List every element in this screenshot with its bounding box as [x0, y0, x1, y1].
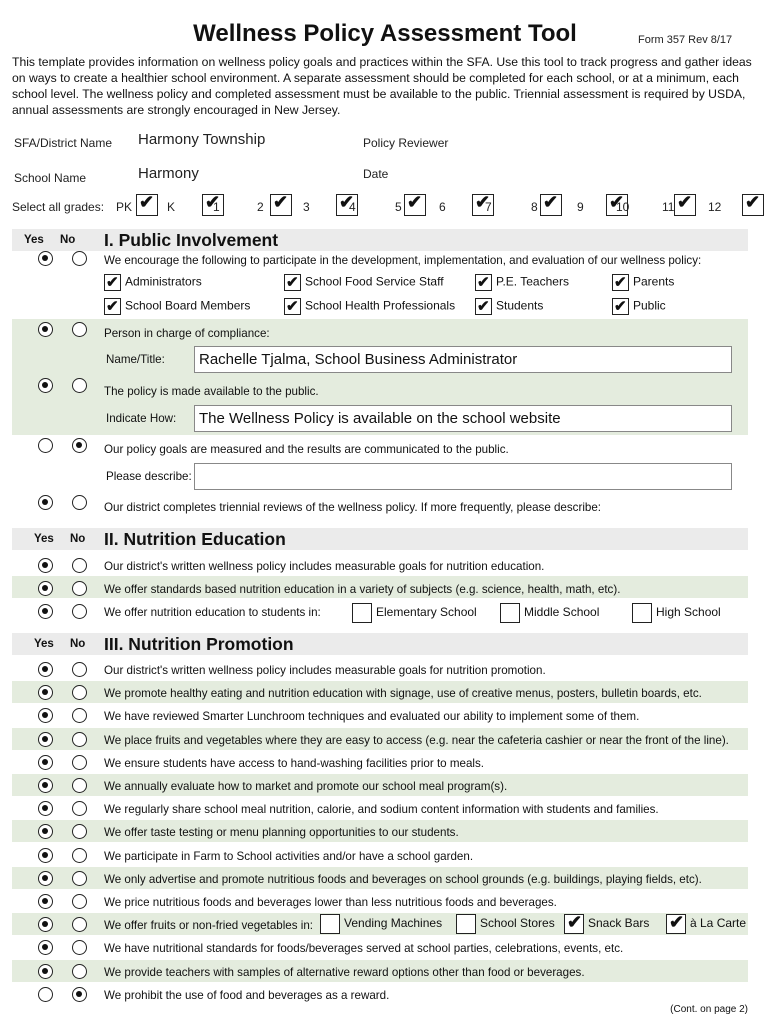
level-checkbox[interactable]	[352, 603, 372, 623]
grade-label: 1	[213, 200, 220, 214]
reviewer-label: Policy Reviewer	[363, 136, 449, 150]
date-field[interactable]	[470, 163, 730, 181]
s3-question-text: We regularly share school meal nutrition, calorie, and sodium content information with students and families.	[104, 803, 659, 816]
participant-label: Students	[496, 298, 544, 313]
participant-label: Public	[633, 298, 666, 313]
s1-q4-no-radio[interactable]	[72, 438, 87, 453]
grade-label: 6	[439, 200, 446, 214]
s3-question-text: We price nutritious foods and beverages lower than less nutritious foods and beverages.	[104, 896, 557, 909]
s3-no-radio[interactable]	[72, 755, 87, 770]
no-column-label: No	[60, 234, 76, 246]
s1-q5-text: Our district completes triennial reviews of the wellness policy. If more frequently, please describe:	[104, 501, 602, 514]
level-checkbox[interactable]	[500, 603, 520, 623]
grade-checkbox[interactable]	[540, 194, 562, 216]
venue-snack-bars[interactable]	[564, 914, 649, 934]
venue-checkbox[interactable]	[320, 914, 340, 934]
no-column-label: No	[70, 533, 86, 545]
s1-q1-text: We encourage the following to participate in the development, implementation, and evaluation of our wellness policy:	[104, 254, 702, 267]
level-checkbox[interactable]	[632, 603, 652, 623]
level-label: Middle School	[524, 605, 600, 620]
indicate-how-field[interactable]: The Wellness Policy is available on the school website	[194, 405, 732, 432]
grade-label: 11	[662, 200, 675, 214]
s3-question-text: We only advertise and promote nutritious foods and beverages on school grounds (e.g. buildings, playing fields, etc).	[104, 873, 702, 886]
s3-yes-radio[interactable]	[38, 801, 53, 816]
venue-label: Vending Machines	[344, 916, 443, 931]
s3-no-radio[interactable]	[72, 824, 87, 839]
participant-checkbox[interactable]	[284, 298, 301, 315]
s1-q5-no-radio[interactable]	[72, 495, 87, 510]
reviewer-field[interactable]	[470, 131, 730, 149]
section2-title: II. Nutrition Education	[104, 529, 286, 549]
s3-yes-radio[interactable]	[38, 894, 53, 909]
page-title: Wellness Policy Assessment Tool	[193, 20, 577, 47]
participant-public[interactable]	[612, 298, 666, 315]
grade-label: K	[167, 200, 176, 214]
s3-yes-radio[interactable]	[38, 824, 53, 839]
grade-label: 2	[257, 200, 264, 214]
s3-question-text: We annually evaluate how to market and promote our school meal program(s).	[104, 780, 508, 793]
participant-pe-teachers[interactable]	[475, 274, 569, 291]
participant-label: P.E. Teachers	[496, 274, 569, 289]
section3-title: III. Nutrition Promotion	[104, 634, 294, 654]
grade-label: 9	[577, 200, 584, 214]
grade-label: 8	[531, 200, 538, 214]
name-title-field[interactable]: Rachelle Tjalma, School Business Administrator	[194, 346, 732, 373]
grade-checkbox[interactable]	[404, 194, 426, 216]
level-middle[interactable]	[500, 603, 599, 623]
yes-column-label: Yes	[24, 234, 44, 246]
level-elementary[interactable]	[352, 603, 477, 623]
date-label: Date	[363, 167, 389, 181]
participant-checkbox[interactable]	[475, 298, 492, 315]
s3-question-text: We have reviewed Smarter Lunchroom techniques and evaluated our ability to implement some of them.	[104, 710, 640, 723]
participant-checkbox[interactable]	[104, 298, 121, 315]
s3-no-radio[interactable]	[72, 917, 87, 932]
venue-label: School Stores	[480, 916, 555, 931]
s2-no-radio[interactable]	[72, 558, 87, 573]
venue-checkbox[interactable]	[666, 914, 686, 934]
level-label: High School	[656, 605, 721, 620]
s3-question-text: We offer taste testing or menu planning opportunities to our students.	[104, 826, 459, 839]
participant-health-professionals[interactable]	[284, 298, 455, 315]
s3-no-radio[interactable]	[72, 871, 87, 886]
s3-yes-radio[interactable]	[38, 755, 53, 770]
participant-parents[interactable]	[612, 274, 674, 291]
grade-label: 7	[485, 200, 492, 214]
s3-yes-radio[interactable]	[38, 732, 53, 747]
indicate-how-label: Indicate How:	[106, 412, 177, 425]
s3-question-text: We place fruits and vegetables where they are easy to access (e.g. near the cafeteria cashier or near the front of the line).	[104, 734, 729, 747]
s2-yes-radio[interactable]	[38, 604, 53, 619]
s1-q3-no-radio[interactable]	[72, 378, 87, 393]
s2-question-text: We offer standards based nutrition education in a variety of subjects (e.g. science, health, math, etc).	[104, 583, 621, 596]
s1-q4-yes-radio[interactable]	[38, 438, 53, 453]
s3-yes-radio[interactable]	[38, 917, 53, 932]
sfa-label: SFA/District Name	[14, 136, 113, 150]
s3-no-radio[interactable]	[72, 708, 87, 723]
continued-note: (Cont. on page 2)	[670, 1004, 748, 1015]
s2-yes-radio[interactable]	[38, 581, 53, 596]
participant-students[interactable]	[475, 298, 543, 315]
grade-checkbox[interactable]	[674, 194, 696, 216]
yes-column-label: Yes	[34, 533, 54, 545]
grade-checkbox[interactable]	[742, 194, 764, 216]
s1-q3-yes-radio[interactable]	[38, 378, 53, 393]
participant-checkbox[interactable]	[475, 274, 492, 291]
s3-no-radio[interactable]	[72, 732, 87, 747]
intro-text: This template provides information on wellness policy goals and practices within the SFA. Use this tool to track progress and gather ideas on ways to create a healthier school environment. A separate assessment should be completed for each school, or at a minimum, each school level. The wellness policy and completed assessment must be available to the public. Triennial assessment is required by USDA, annual assessments are strongly encouraged in New Jersey.	[12, 55, 752, 117]
form-number: Form 357 Rev 8/17	[638, 34, 733, 46]
sfa-name-field[interactable]: Harmony Township	[138, 131, 266, 148]
name-title-label: Name/Title:	[106, 353, 165, 366]
s2-question-text: We offer nutrition education to students in:	[104, 606, 321, 619]
participant-checkbox[interactable]	[284, 274, 301, 291]
s3-no-radio[interactable]	[72, 685, 87, 700]
s3-question-text: Our district's written wellness policy includes measurable goals for nutrition promotion.	[104, 664, 546, 677]
s3-no-radio[interactable]	[72, 848, 87, 863]
grades-row	[0, 194, 770, 220]
participant-label: School Board Members	[125, 298, 251, 313]
participant-administrators[interactable]	[104, 274, 202, 291]
participant-checkbox[interactable]	[612, 274, 629, 291]
participant-label: School Food Service Staff	[305, 274, 444, 289]
s3-yes-radio[interactable]	[38, 778, 53, 793]
s3-no-radio[interactable]	[72, 964, 87, 979]
section3-header	[12, 633, 748, 655]
s3-yes-radio[interactable]	[38, 848, 53, 863]
school-name-field[interactable]: Harmony	[138, 165, 199, 182]
s1-q4-text: Our policy goals are measured and the results are communicated to the public.	[104, 443, 509, 456]
section1-title: I. Public Involvement	[104, 230, 279, 250]
s1-q1-no-radio[interactable]	[72, 251, 87, 266]
venue-label: Snack Bars	[588, 916, 650, 931]
section1-header	[12, 229, 748, 251]
s1-q2-no-radio[interactable]	[72, 322, 87, 337]
s3-question-text: We prohibit the use of food and beverages as a reward.	[104, 989, 390, 1002]
grade-label: 12	[708, 200, 722, 214]
grade-label: 3	[303, 200, 310, 214]
participant-checkbox[interactable]	[612, 298, 629, 315]
s3-question-text: We have nutritional standards for foods/beverages served at school parties, celebrations, events, etc.	[104, 942, 624, 955]
grade-label: PK	[116, 200, 133, 214]
participant-checkbox[interactable]	[104, 274, 121, 291]
venue-checkbox[interactable]	[456, 914, 476, 934]
participant-label: Parents	[633, 274, 675, 289]
s2-yes-radio[interactable]	[38, 558, 53, 573]
s3-no-radio[interactable]	[72, 778, 87, 793]
describe-label: Please describe:	[106, 470, 192, 483]
grade-label: 10	[616, 200, 630, 214]
s3-no-radio[interactable]	[72, 894, 87, 909]
s3-no-radio[interactable]	[72, 940, 87, 955]
participant-label: School Health Professionals	[305, 298, 456, 313]
s1-q1-yes-radio[interactable]	[38, 251, 53, 266]
s3-yes-radio[interactable]	[38, 662, 53, 677]
participant-food-service-staff[interactable]	[284, 274, 444, 291]
describe-field[interactable]	[194, 463, 732, 490]
participant-school-board[interactable]	[104, 298, 250, 315]
s3-no-radio[interactable]	[72, 801, 87, 816]
s3-question-text: We provide teachers with samples of alternative reward options other than food or beverages.	[104, 966, 585, 979]
participant-label: Administrators	[125, 274, 202, 289]
s3-yes-radio[interactable]	[38, 685, 53, 700]
section2-header	[12, 528, 748, 550]
grade-label: 4	[349, 200, 356, 214]
s3-yes-radio[interactable]	[38, 871, 53, 886]
s1-q5-yes-radio[interactable]	[38, 495, 53, 510]
school-label: School Name	[14, 171, 87, 185]
s3-yes-radio[interactable]	[38, 987, 53, 1002]
s2-no-radio[interactable]	[72, 581, 87, 596]
grade-label: 5	[395, 200, 402, 214]
yes-column-label: Yes	[34, 638, 54, 650]
s3-question-text: We offer fruits or non-fried vegetables in:	[104, 919, 314, 932]
grade-checkbox[interactable]	[136, 194, 158, 216]
s1-q2-yes-radio[interactable]	[38, 322, 53, 337]
s3-question-text: We participate in Farm to School activities and/or have a school garden.	[104, 850, 474, 863]
level-label: Elementary School	[376, 605, 477, 620]
s2-no-radio[interactable]	[72, 604, 87, 619]
s3-no-radio[interactable]	[72, 662, 87, 677]
s2-question-text: Our district's written wellness policy includes measurable goals for nutrition education.	[104, 560, 545, 573]
venue-a-la-carte[interactable]	[666, 914, 746, 934]
s3-question-text: We promote healthy eating and nutrition education with signage, use of creative menus, posters, bulletin boards, etc.	[104, 687, 702, 700]
s1-q3-text: The policy is made available to the public.	[104, 385, 319, 398]
level-high[interactable]	[632, 603, 721, 623]
s3-no-radio[interactable]	[72, 987, 87, 1002]
grades-label: Select all grades:	[12, 200, 105, 214]
venue-school-stores[interactable]	[456, 914, 555, 934]
s3-yes-radio[interactable]	[38, 708, 53, 723]
grade-checkbox[interactable]	[270, 194, 292, 216]
s1-q2-text: Person in charge of compliance:	[104, 327, 270, 340]
s3-yes-radio[interactable]	[38, 964, 53, 979]
s3-yes-radio[interactable]	[38, 940, 53, 955]
venue-label: à La Carte	[690, 916, 747, 931]
s3-question-text: We ensure students have access to hand-washing facilities prior to meals.	[104, 757, 484, 770]
venue-vending[interactable]	[320, 914, 442, 934]
venue-checkbox[interactable]	[564, 914, 584, 934]
no-column-label: No	[70, 638, 86, 650]
